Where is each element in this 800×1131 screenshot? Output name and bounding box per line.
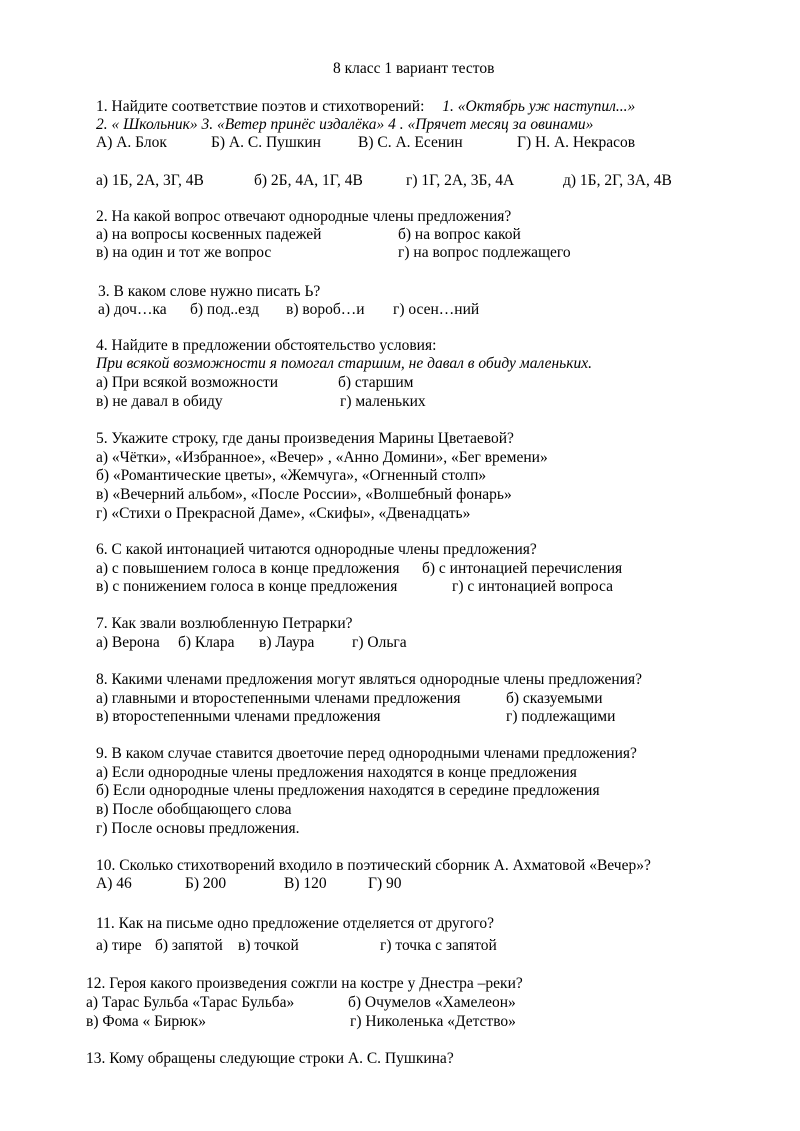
- answer-option-a: а) 1Б, 2А, 3Г, 4В: [96, 172, 204, 189]
- option-b: б) старшим: [338, 374, 414, 391]
- question-13: 13. Кому обращены следующие строки А. С. Пушкина?: [86, 1050, 454, 1067]
- option-d: г) Ольга: [352, 634, 407, 651]
- option-c: в) точкой: [238, 937, 299, 954]
- page-title: 8 класс 1 вариант тестов: [333, 60, 495, 77]
- author-option-d: Г) Н. А. Некрасов: [517, 134, 636, 151]
- option-a: а) Верона: [96, 634, 160, 651]
- option-a: а) тире: [96, 937, 142, 954]
- option-b: б) Клара: [178, 634, 235, 651]
- answer-option-c: г) 1Г, 2А, 3Б, 4А: [406, 172, 515, 189]
- option-b: б) Если однородные члены предложения находятся в середине предложения: [96, 782, 600, 799]
- question-11: 11. Как на письме одно предложение отделяется от другого?: [96, 915, 494, 932]
- question-10: 10. Сколько стихотворений входило в поэтический сборник А. Ахматовой «Вечер»?: [96, 857, 651, 874]
- option-a: а) Тарас Бульба «Тарас Бульба»: [86, 994, 295, 1011]
- option-d: г) на вопрос подлежащего: [398, 244, 571, 261]
- option-a: а) Если однородные члены предложения находятся в конце предложения: [96, 764, 577, 781]
- question-1-poem-1: 1. «Октябрь уж наступил...»: [442, 98, 636, 115]
- answer-option-b: б) 2Б, 4А, 1Г, 4В: [254, 172, 363, 189]
- option-b: б) запятой: [155, 937, 223, 954]
- option-d: г) После основы предложения.: [96, 820, 300, 837]
- option-c: В) 120: [284, 875, 327, 892]
- author-option-b: Б) А. С. Пушкин: [211, 134, 321, 151]
- option-d: г) Николенька «Детство»: [350, 1013, 516, 1030]
- option-d: г) с интонацией вопроса: [452, 578, 613, 595]
- option-b: Б) 200: [185, 875, 227, 892]
- option-c: в) на один и тот же вопрос: [96, 244, 272, 261]
- author-option-c: В) С. А. Есенин: [358, 134, 463, 151]
- question-1: [96, 98, 635, 116]
- option-c: в) не давал в обиду: [96, 393, 223, 410]
- option-a: А) 46: [96, 875, 132, 892]
- option-c: в) Фома « Бирюк»: [86, 1013, 206, 1030]
- option-c: в) с понижением голоса в конце предложения: [96, 578, 398, 595]
- question-12: 12. Героя какого произведения сожгли на костре у Днестра –реки?: [86, 975, 523, 992]
- question-3: 3. В каком слове нужно писать Ь?: [98, 283, 321, 300]
- option-d: Г) 90: [368, 875, 402, 892]
- option-c: в) вороб…и: [286, 301, 365, 318]
- question-4: 4. Найдите в предложении обстоятельство условия:: [96, 337, 437, 354]
- question-6: 6. С какой интонацией читаются однородные члены предложения?: [96, 541, 537, 558]
- option-c: в) второстепенными членами предложения: [96, 708, 381, 725]
- question-8: 8. Какими членами предложения могут являться однородные члены предложения?: [96, 671, 643, 688]
- question-1-text: 1. Найдите соответствие поэтов и стихотворений:: [96, 98, 425, 115]
- question-5: 5. Укажите строку, где даны произведения Марины Цветаевой?: [96, 430, 514, 447]
- question-7: 7. Как звали возлюбленную Петрарки?: [96, 615, 353, 632]
- question-1-poems: 2. « Школьник» 3. «Ветер принёс издалёка» 4 . «Прячет месяц за овинами»: [96, 116, 594, 133]
- option-c: в) «Вечерний альбом», «После России», «Волшебный фонарь»: [96, 486, 512, 503]
- option-b: б) под..езд: [190, 301, 259, 318]
- author-option-a: А) А. Блок: [96, 134, 167, 151]
- option-b: б) Очумелов «Хамелеон»: [348, 994, 516, 1011]
- option-a: а) При всякой возможности: [96, 374, 279, 391]
- question-9: 9. В каком случае ставится двоеточие перед однородными членами предложения?: [96, 745, 637, 762]
- option-a: а) доч…ка: [98, 301, 167, 318]
- option-d: г) «Стихи о Прекрасной Даме», «Скифы», «Двенадцать»: [96, 505, 471, 522]
- option-d: г) подлежащими: [506, 708, 616, 725]
- option-b: б) «Романтические цветы», «Жемчуга», «Огненный столп»: [96, 467, 487, 484]
- option-d: г) осен…ний: [393, 301, 480, 318]
- option-b: б) на вопрос какой: [398, 226, 521, 243]
- option-a: а) главными и второстепенными членами предложения: [96, 690, 461, 707]
- option-a: а) «Чётки», «Избранное», «Вечер» , «Анно Домини», «Бег времени»: [96, 449, 548, 466]
- option-d: г) маленьких: [340, 393, 426, 410]
- option-c: в) Лаура: [259, 634, 315, 651]
- option-d: г) точка с запятой: [380, 937, 497, 954]
- option-b: б) с интонацией перечисления: [422, 560, 623, 577]
- answer-option-d: д) 1Б, 2Г, 3А, 4В: [563, 172, 672, 189]
- option-a: а) на вопросы косвенных падежей: [96, 226, 322, 243]
- question-2: 2. На какой вопрос отвечают однородные члены предложения?: [96, 208, 512, 225]
- option-c: в) После обобщающего слова: [96, 801, 292, 818]
- option-a: а) с повышением голоса в конце предложения: [96, 560, 400, 577]
- question-4-sentence: При всякой возможности я помогал старшим, не давал в обиду маленьких.: [96, 355, 592, 372]
- option-b: б) сказуемыми: [506, 690, 603, 707]
